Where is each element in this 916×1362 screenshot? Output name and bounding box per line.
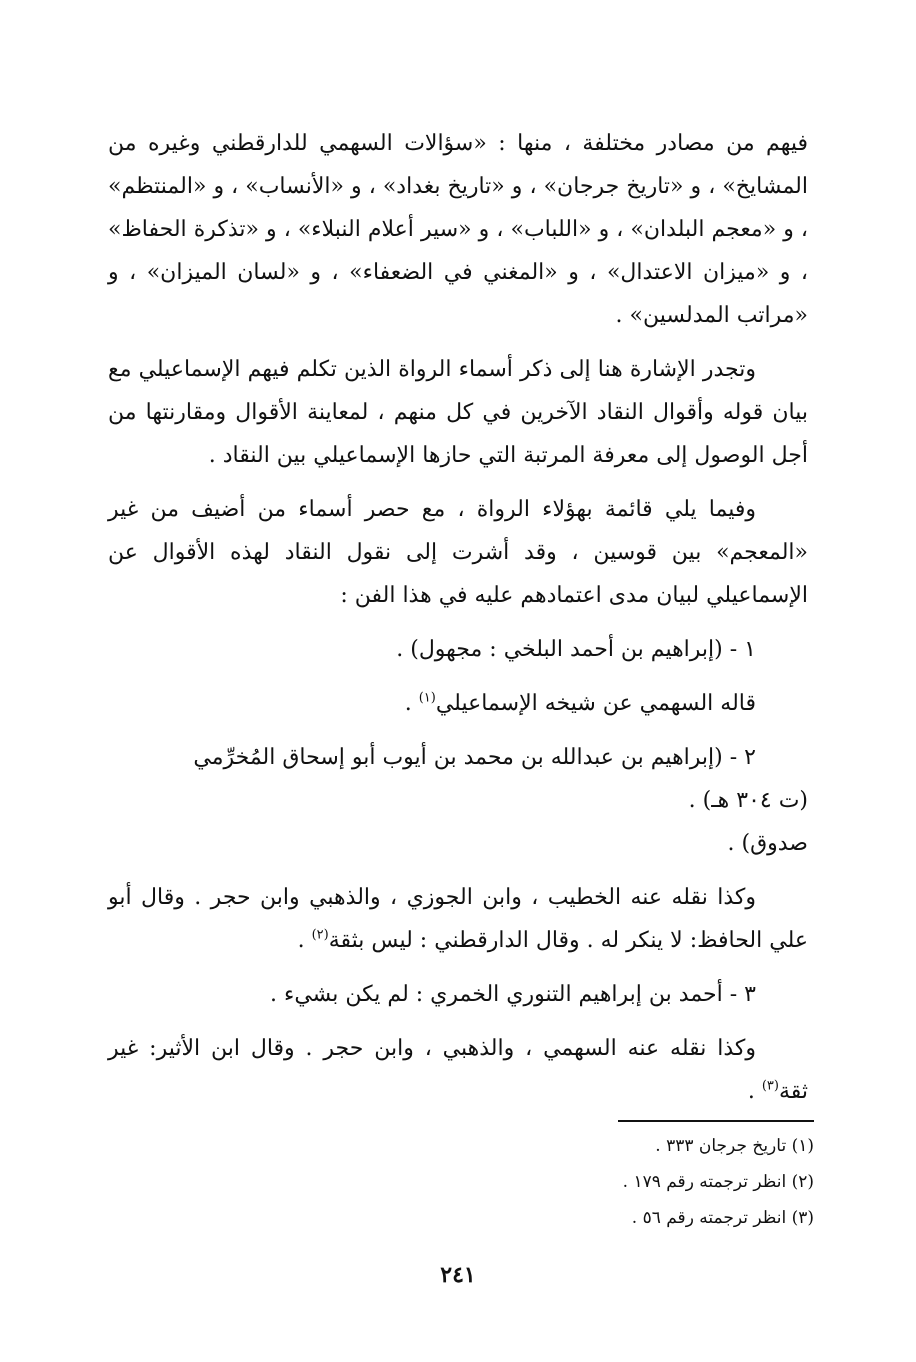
paragraph-intro: وتجدر الإشارة هنا إلى ذكر أسماء الرواة الذين تكلم فيهم الإسماعيلي مع بيان قوله وأقوال النقاد الآخرين في كل منهم ، لمعاينة الأقوال ومقارنتها من أجل الوصول إلى معرفة المرتبة التي حازها الإسماعيلي بين النقاد . (108, 357, 808, 468)
paragraph-list-note: وفيما يلي قائمة بهؤلاء الرواة ، مع حصر أسماء من أضيف من غير «المعجم» بين قوسين ، وقد أشرت إلى نقول النقاد لهذه الأقوال عن الإسماعيلي لبيان مدى اعتمادهم عليه في هذا الفن : (108, 497, 808, 608)
entry-2-note (108, 876, 808, 962)
footnote-3: (٣) انظر ترجمته رقم ٥٦ . (631, 1208, 814, 1228)
entry-1-note-text: قاله السهمي عن شيخه الإسماعيلي (435, 691, 756, 716)
paragraph-sources: فيهم من مصادر مختلفة ، منها : «سؤالات السهمي للدارقطني وغيره من المشايخ» ، و «تاريخ جرجان» ، و «تاريخ بغداد» ، و «الأنساب» ، و «المنتظم» ، و «معجم البلدان» ، و «اللباب» ، و «سير أعلام النبلاء» ، و «تذكرة الحفاظ» ، و «ميزان الاعتدال» ، و «المغني في الضعفاء» ، و «لسان الميزان» ، و «مراتب المدلسين» . (108, 131, 808, 328)
entry-2-note-text: وكذا نقله عنه الخطيب ، وابن الجوزي ، والذهبي وابن حجر . وقال أبو علي الحافظ: لا ينكر له . وقال الدارقطني : ليس بثقة (108, 885, 808, 953)
entry-3-note (108, 1027, 808, 1113)
footnote-1: (١) تاريخ جرجان ٣٣٣ . (655, 1136, 814, 1156)
entry-1-note (108, 682, 808, 725)
entry-1-note-end: . (404, 691, 419, 716)
entry-2-note-end: . (297, 928, 312, 953)
footnote-ref-2: (٢) (311, 927, 329, 943)
entry-3-heading: ٣ - أحمد بن إبراهيم التنوري الخمري : لم يكن بشيء . (270, 982, 756, 1007)
footnote-separator (618, 1120, 814, 1122)
footnote-ref-1: (١) (418, 690, 436, 706)
entry-2-heading-verdict: صدوق) . (727, 831, 808, 856)
entry-1-heading: ١ - (إبراهيم بن أحمد البلخي : مجهول) . (396, 637, 756, 662)
entry-3-note-end: . (747, 1079, 762, 1104)
footnote-2: (٢) انظر ترجمته رقم ١٧٩ . (622, 1172, 814, 1192)
entry-2-heading: ٢ - (إبراهيم بن عبدالله بن محمد بن أيوب أبو إسحاق المُخرِّمي (193, 745, 756, 770)
page-number: ٢٤١ (440, 1262, 476, 1288)
main-text (108, 122, 808, 1124)
footnotes (460, 1128, 814, 1236)
footnote-ref-3: (٣) (761, 1078, 779, 1094)
entry-2-heading-date: (ت ٣٠٤ هـ) . (688, 788, 808, 813)
entry-3-note-text: وكذا نقله عنه السهمي ، والذهبي ، وابن حجر . وقال ابن الأثير: غير ثقة (108, 1036, 808, 1104)
